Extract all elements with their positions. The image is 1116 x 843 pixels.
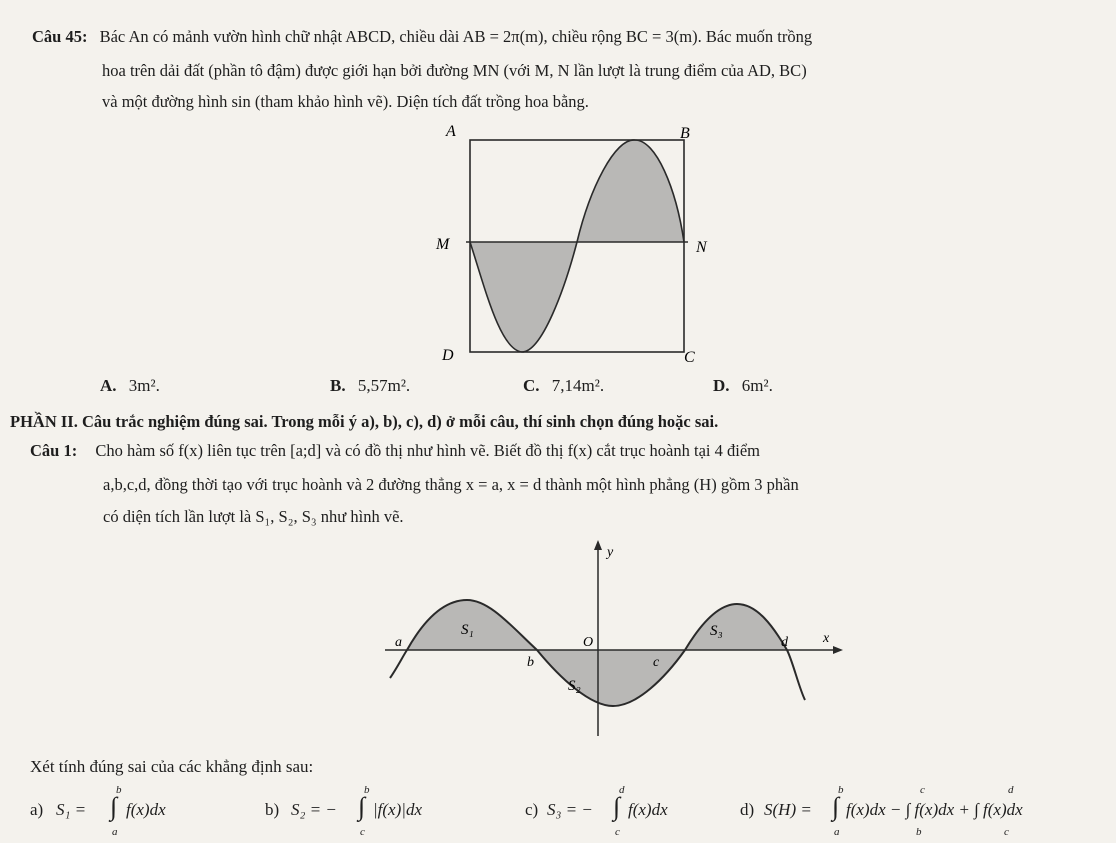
q45-label-a: A bbox=[446, 123, 456, 140]
q1-label-s1: S₁ bbox=[461, 622, 474, 638]
q1-x-arrow bbox=[833, 646, 843, 654]
q1-label-b: b bbox=[527, 655, 534, 670]
q45-option-d[interactable]: D. 6m². bbox=[713, 376, 773, 395]
q1-prompt: Xét tính đúng sai của các khẳng định sau: bbox=[30, 757, 314, 776]
q1-label-a: a bbox=[395, 635, 402, 650]
q1-label-s2: S₂ bbox=[568, 678, 581, 694]
integral-sign: ∫ bbox=[832, 792, 840, 821]
integral-sign: ∫ bbox=[358, 792, 366, 821]
q1-label-s3: S₃ bbox=[710, 623, 723, 639]
q45-label: Câu 45: bbox=[32, 27, 88, 46]
q45-line2: hoa trên dải đất (phần tô đậm) được giới hạn bởi đường MN (với M, N lần lượt là trung điểm của AD, BC) bbox=[102, 61, 807, 80]
q45-option-a[interactable]: A. 3m². bbox=[100, 376, 160, 395]
q1-label: Câu 1: bbox=[30, 441, 78, 460]
q45-label-n: N bbox=[696, 239, 707, 256]
q1-statement-c[interactable]: c) S₃ = − ∫ d c f(x)dx bbox=[525, 784, 668, 838]
integral-sign: ∫ bbox=[613, 792, 621, 821]
q45-option-b[interactable]: B. 5,57m². bbox=[330, 376, 411, 395]
q1-label-c: c bbox=[653, 655, 660, 670]
part2-heading: PHẦN II. Câu trắc nghiệm đúng sai. Trong mỗi ý a), b), c), d) ở mỗi câu, thí sinh chọn đúng hoặc sai. bbox=[10, 412, 719, 431]
q1-graph bbox=[385, 538, 845, 738]
q1-text-line1 bbox=[30, 441, 760, 461]
q1-y-arrow bbox=[594, 540, 602, 550]
q1-line3: có diện tích lần lượt là S₁, S₂, S₃ như hình vẽ. bbox=[103, 507, 404, 526]
q1-label-o: O bbox=[583, 635, 594, 650]
q45-line3: và một đường hình sin (tham khảo hình vẽ). Diện tích đất trồng hoa bằng. bbox=[102, 92, 589, 111]
q45-label-m: M bbox=[436, 236, 450, 253]
q1-label-x: x bbox=[823, 631, 830, 646]
q1-label-d: d bbox=[781, 635, 788, 650]
q1-statement-a[interactable]: a) S₁ = ∫ b a f(x)dx bbox=[30, 784, 166, 838]
q45-figure bbox=[430, 118, 720, 373]
q1-line1: Cho hàm số f(x) liên tục trên [a;d] và có đồ thị như hình vẽ. Biết đồ thị f(x) cắt trục hoành tại 4 điểm bbox=[95, 441, 760, 460]
q1-line2: a,b,c,d, đồng thời tạo với trục hoành và 2 đường thẳng x = a, x = d thành một hình phẳng (H) gồm 3 phần bbox=[103, 475, 799, 494]
q1-statement-b[interactable]: b) S₂ = − ∫ b c |f(x)|dx bbox=[265, 784, 422, 838]
q45-label-b: B bbox=[680, 125, 690, 142]
q45-option-c[interactable]: C. 7,14m². bbox=[523, 376, 605, 395]
integral-sign: ∫ bbox=[110, 792, 118, 821]
q45-line1: Bác An có mảnh vườn hình chữ nhật ABCD, chiều dài AB = 2π(m), chiều rộng BC = 3(m). Bác muốn trồng bbox=[99, 27, 813, 46]
q45-text-line1 bbox=[32, 27, 812, 47]
q1-statement-d[interactable]: d) S(H) = ∫ b a c b d c f(x)dx − ∫ f(x)dx + ∫ f(x)dx bbox=[740, 784, 1023, 838]
q45-label-d: D bbox=[442, 347, 454, 364]
q45-label-c: C bbox=[684, 349, 695, 366]
q45-shaded-lower bbox=[470, 242, 577, 352]
q1-label-y: y bbox=[607, 545, 614, 560]
